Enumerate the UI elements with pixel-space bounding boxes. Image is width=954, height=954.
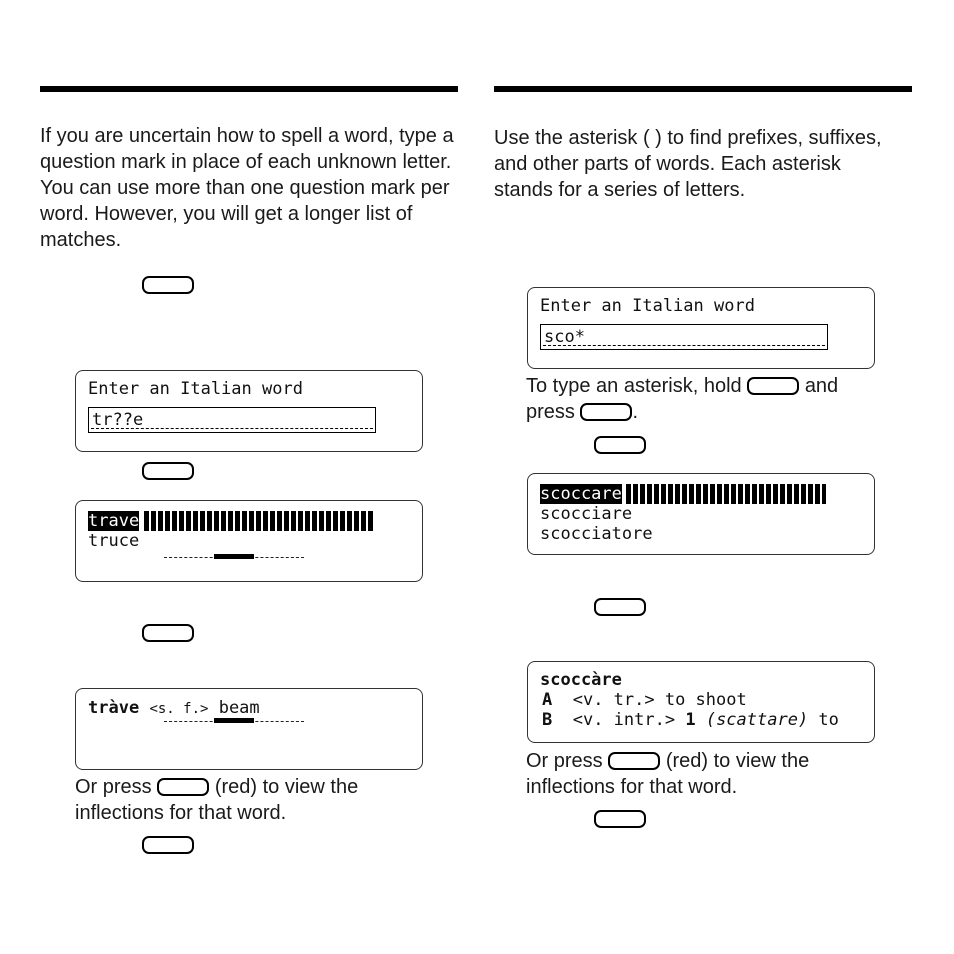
match-item: truce	[88, 531, 140, 551]
sense-a-line: A <v. tr.> to shoot	[542, 690, 747, 710]
sense-b-line: B <v. intr.> 1 (scattare) to	[542, 710, 839, 730]
right-intro-text: Use the asterisk ( ) to find prefixes, suffixes, and other parts of words. Each asterisk stands for a series of letters.	[494, 127, 882, 201]
screen-prompt: Enter an Italian word	[540, 296, 755, 316]
right-or-press-text: Or press (red) to view the inflections for that word.	[526, 750, 810, 798]
headword: scoccàre	[540, 670, 622, 690]
right-header-rule	[494, 86, 912, 92]
match-item: scocciare	[540, 504, 633, 524]
key-button-3	[142, 624, 194, 642]
translation: beam	[218, 698, 260, 718]
asterisk-key-button	[580, 403, 632, 421]
left-header-rule	[40, 86, 458, 92]
grammar-label: <s. f.>	[149, 701, 209, 717]
key-button-7	[594, 810, 646, 828]
scroll-indicator	[164, 553, 304, 558]
lcd-screen-left-2	[75, 500, 423, 582]
match-item: scocciatore	[540, 524, 653, 544]
asterisk-instruction-text: To type an asterisk, hold and press .	[526, 375, 839, 423]
word-input-value: tr??e	[92, 410, 144, 430]
word-input-field	[540, 324, 828, 350]
headword: tràve	[88, 698, 140, 718]
key-button-4	[142, 836, 194, 854]
key-button-2	[142, 462, 194, 480]
lcd-screen-left-1	[75, 370, 423, 452]
highlighted-match: trave	[88, 511, 140, 531]
lcd-screen-right-1	[527, 287, 875, 369]
red-key-button	[157, 778, 209, 796]
lcd-screen-right-3	[527, 661, 875, 743]
lcd-screen-right-2	[527, 473, 875, 555]
highlight-bar	[626, 484, 826, 504]
word-input-field	[88, 407, 376, 433]
left-intro-text: If you are uncertain how to spell a word, type a question mark in place of each unknown letter. You can use more than one question mark per word. However, you will get a longer list of matches.	[40, 125, 454, 251]
hold-key-button	[747, 377, 799, 395]
word-input-value: sco*	[544, 327, 585, 347]
key-button-5	[594, 436, 646, 454]
screen-prompt: Enter an Italian word	[88, 379, 303, 399]
highlighted-match: scoccare	[540, 484, 622, 504]
left-or-press-text: Or press (red) to view the inflections for that word.	[75, 776, 359, 824]
definition-line	[88, 698, 260, 719]
lcd-screen-left-3	[75, 688, 423, 770]
key-button-1	[142, 276, 194, 294]
highlight-bar	[144, 511, 374, 531]
key-button-6	[594, 598, 646, 616]
red-key-button	[608, 752, 660, 770]
scroll-indicator	[164, 717, 304, 722]
